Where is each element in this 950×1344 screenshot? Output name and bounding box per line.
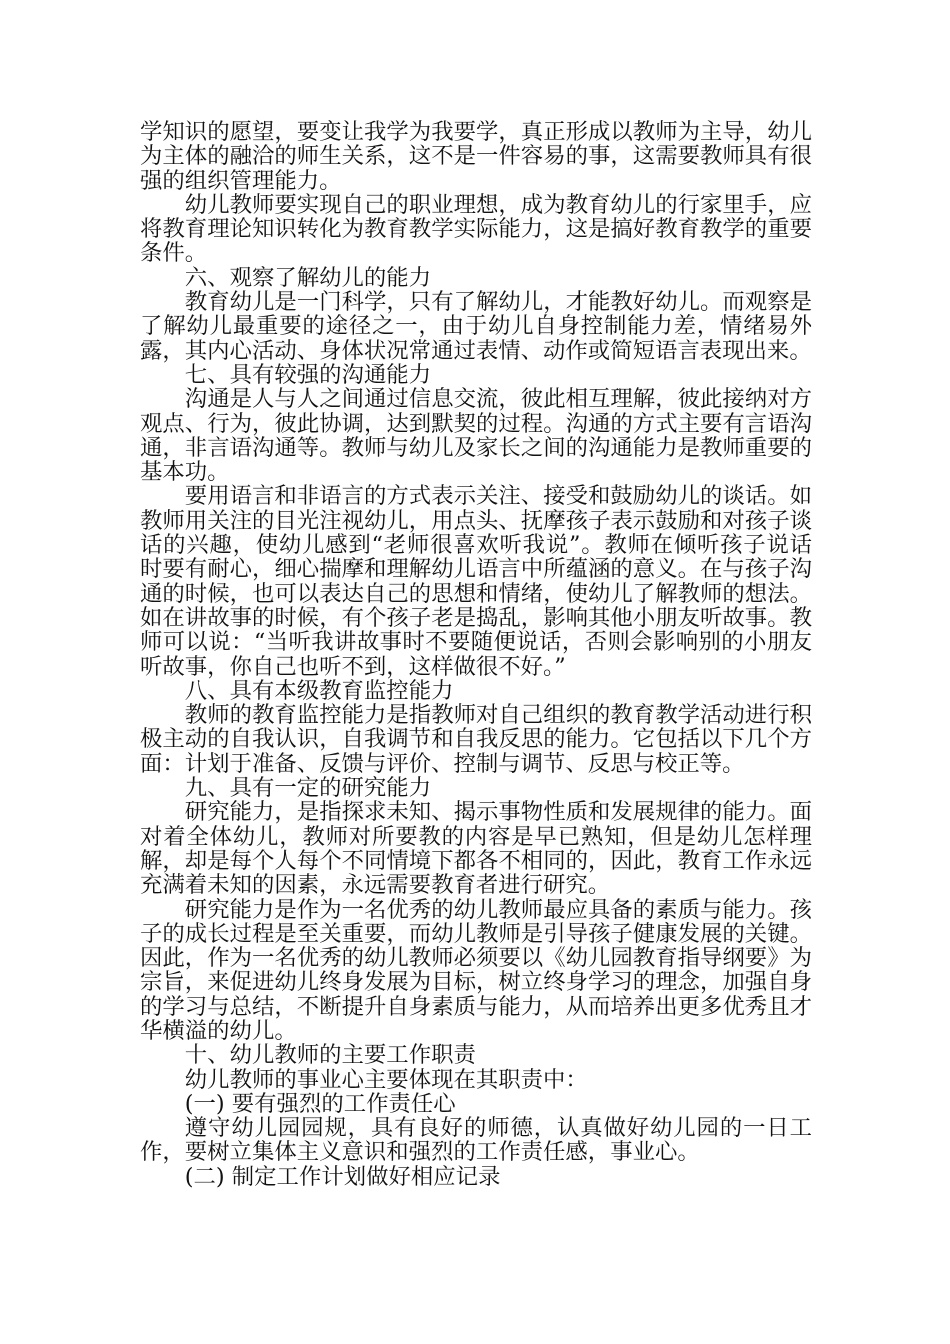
section-heading-communication: 七、具有较强的沟通能力 xyxy=(184,361,432,388)
paragraph-responsibility: 遵守幼儿园园规，具有良好的师德，认真做好幼儿园的一日工作，要树立集体主义意识和强烈的工作责任感，事业心。 xyxy=(140,1115,812,1166)
section-heading-observe: 六、观察了解幼儿的能力 xyxy=(184,264,432,291)
subheading-responsibility: (一) 要有强烈的工作责任心 xyxy=(184,1090,456,1117)
paragraph-duties-intro: 幼儿教师的事业心主要体现在其职责中： xyxy=(184,1066,588,1093)
paragraph-observe: 教育幼儿是一门科学，只有了解幼儿，才能教好幼儿。而观察是了解幼儿最重要的途径之一，由于幼儿自身控制能力差，情绪易外露，其内心活动、身体状况常通过表情、动作或简短语言表现出来。 xyxy=(140,289,812,364)
section-heading-monitoring: 八、具有本级教育监控能力 xyxy=(184,677,454,704)
paragraph-research: 研究能力，是指探求未知、揭示事物性质和发展规律的能力。面对着全体幼儿，教师对所要教的内容是早已熟知，但是幼儿怎样理解，却是每个人每个不同情境下都各不相同的，因此，教育工作永远充满着未知的因素，永远需要教育者进行研究。 xyxy=(140,799,812,899)
paragraph-monitoring: 教师的教育监控能力是指教师对自己组织的教育教学活动进行积极主动的自我认识，自我调节和自我反思的能力。它包括以下几个方面：计划于准备、反馈与评价、控制与调节、反思与校正等。 xyxy=(140,702,812,777)
paragraph-research-quality: 研究能力是作为一名优秀的幼儿教师最应具备的素质与能力。孩子的成长过程是至关重要，而幼儿教师是引导孩子健康发展的关键。因此，作为一名优秀的幼儿教师必须要以《幼儿园教育指导纲要》为宗旨，来促进幼儿终身发展为目标，树立终身学习的理念，加强自身的学习与总结，不断提升自身素质与能力，从而培养出更多优秀且才华横溢的幼儿。 xyxy=(140,896,812,1044)
section-heading-duties: 十、幼儿教师的主要工作职责 xyxy=(184,1042,476,1069)
subheading-work-plan: (二) 制定工作计划做好相应记录 xyxy=(184,1163,501,1190)
paragraph-communication: 沟通是人与人之间通过信息交流，彼此相互理解，彼此接纳对方观点、行为，彼此协调，达到默契的过程。沟通的方式主要有言语沟通，非言语沟通等。教师与幼儿及家长之间的沟通能力是教师重要的基本功。 xyxy=(140,386,812,486)
paragraph-continuation: 学知识的愿望，要变让我学为我要学，真正形成以教师为主导，幼儿为主体的融洽的师生关系，这不是一件容易的事，这需要教师具有很强的组织管理能力。 xyxy=(140,119,812,194)
paragraph-communication-methods: 要用语言和非语言的方式表示关注、接受和鼓励幼儿的谈话。如教师用关注的目光注视幼儿，用点头、抚摩孩子表示鼓励和对孩子谈话的兴趣，使幼儿感到“老师很喜欢听我说”。教师在倾听孩子说话时要有耐心，细心揣摩和理解幼儿语言中所蕴涵的意义。在与孩子沟通的时候，也可以表达自己的思想和情绪，使幼儿了解教师的想法。如在讲故事的时候，有个孩子老是捣乱，影响其他小朋友听故事。教师可以说：“当听我讲故事时不要随便说话，否则会影响别的小朋友听故事，你自己也听不到，这样做很不好。” xyxy=(140,483,812,680)
section-heading-research: 九、具有一定的研究能力 xyxy=(184,775,432,802)
document-page xyxy=(140,120,812,1189)
paragraph-career-ideal: 幼儿教师要实现自己的职业理想，成为教育幼儿的行家里手，应将教育理论知识转化为教育教学实际能力，这是搞好教育教学的重要条件。 xyxy=(140,191,812,267)
